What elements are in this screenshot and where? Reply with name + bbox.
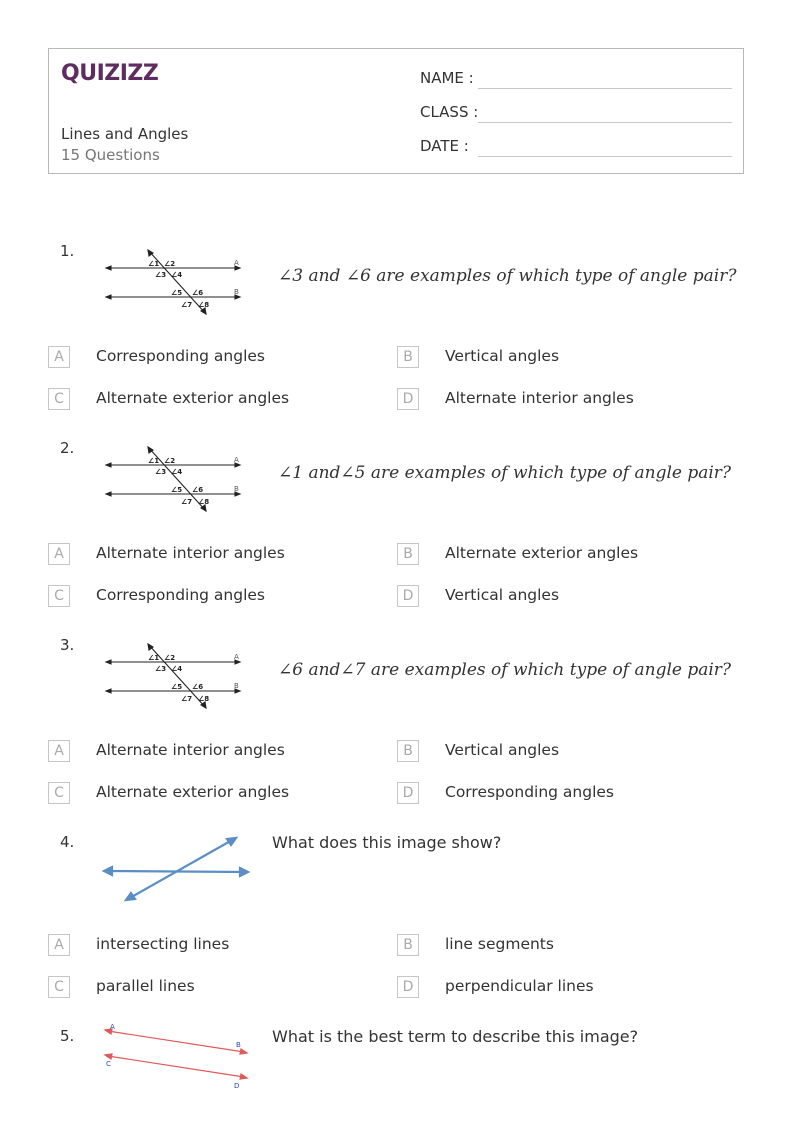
- option-text: Alternate interior angles: [96, 741, 285, 759]
- option-letter-box: B: [397, 934, 419, 956]
- question-count: 15 Questions: [61, 146, 160, 164]
- option-letter-box: D: [397, 976, 419, 998]
- class-field[interactable]: [420, 103, 479, 121]
- option-text: Alternate interior angles: [445, 389, 634, 407]
- class-label: CLASS :: [420, 103, 479, 121]
- angle-label: ∠7: [181, 498, 193, 506]
- transversal-figure: [100, 246, 245, 318]
- name-line[interactable]: [478, 87, 732, 89]
- angle-label: ∠4: [171, 468, 183, 476]
- point-label: D: [234, 1082, 240, 1090]
- question-text: What is the best term to describe this image?: [272, 1027, 639, 1046]
- angle-label: ∠6: [192, 486, 204, 494]
- option-letter-box: A: [48, 934, 70, 956]
- arrowhead: [240, 1074, 247, 1079]
- option-letter-box: B: [397, 740, 419, 762]
- angle-label: ∠5: [171, 289, 183, 297]
- question-number: 3.: [60, 636, 75, 654]
- option-text: Vertical angles: [445, 741, 560, 759]
- worksheet-header: [48, 48, 744, 174]
- arrowhead: [126, 893, 135, 900]
- arrowhead: [106, 266, 111, 270]
- angle-label: ∠5: [171, 486, 183, 494]
- option-letter-box: A: [48, 543, 70, 565]
- option-letter-box: A: [48, 740, 70, 762]
- line-label: B: [234, 485, 239, 493]
- option-letter-box: D: [397, 388, 419, 410]
- option-letter-box: B: [397, 543, 419, 565]
- question-text: ∠1 and∠5 are examples of which type of angle pair?: [278, 463, 732, 483]
- date-label: DATE :: [420, 137, 469, 155]
- question-number: 4.: [60, 833, 75, 851]
- transversal-figure: [100, 443, 245, 515]
- diagonal-line: [128, 839, 234, 899]
- arrowhead: [240, 1049, 247, 1054]
- option-letter-box: D: [397, 782, 419, 804]
- arrowhead: [106, 463, 111, 467]
- question-number: 5.: [60, 1027, 75, 1045]
- line-label: A: [234, 259, 239, 267]
- angle-label: ∠6: [192, 683, 204, 691]
- question-text: ∠3 and ∠6 are examples of which type of angle pair?: [278, 266, 737, 286]
- option-letter-box: C: [48, 388, 70, 410]
- angle-label: ∠4: [171, 271, 183, 279]
- date-field[interactable]: [420, 137, 476, 155]
- angle-label: ∠3: [155, 665, 167, 673]
- question-number: 2.: [60, 439, 75, 457]
- option-text: Alternate interior angles: [96, 544, 285, 562]
- point-label: B: [236, 1041, 241, 1049]
- point-label: A: [110, 1023, 115, 1031]
- question-number: 1.: [60, 242, 75, 260]
- option-letter-box: C: [48, 782, 70, 804]
- arrowhead: [106, 295, 111, 299]
- option-text: parallel lines: [96, 977, 195, 995]
- angle-label: ∠1: [148, 457, 160, 465]
- option-letter-box: A: [48, 346, 70, 368]
- class-line[interactable]: [478, 121, 732, 123]
- arrowhead: [105, 1054, 112, 1059]
- option-text: Alternate exterior angles: [96, 389, 290, 407]
- angle-label: ∠2: [164, 654, 176, 662]
- arrowhead: [106, 492, 111, 496]
- option-text: perpendicular lines: [445, 977, 594, 995]
- option-letter-box: B: [397, 346, 419, 368]
- option-text: intersecting lines: [96, 935, 230, 953]
- angle-label: ∠3: [155, 468, 167, 476]
- angle-label: ∠7: [181, 695, 193, 703]
- line-ab: [108, 1031, 244, 1052]
- option-text: Corresponding angles: [96, 586, 266, 604]
- angle-label: ∠5: [171, 683, 183, 691]
- question-text: What does this image show?: [272, 833, 502, 852]
- angle-label: ∠2: [164, 260, 176, 268]
- option-text: Vertical angles: [445, 586, 560, 604]
- arrowhead: [104, 867, 112, 875]
- parallel-lines-figure: [100, 1019, 255, 1095]
- option-text: Alternate exterior angles: [96, 783, 290, 801]
- option-letter-box: C: [48, 976, 70, 998]
- transversal-figure: [100, 640, 245, 712]
- line-label: A: [234, 653, 239, 661]
- question-text: ∠6 and∠7 are examples of which type of angle pair?: [278, 660, 732, 680]
- option-text: Alternate exterior angles: [445, 544, 639, 562]
- option-text: Corresponding angles: [445, 783, 615, 801]
- option-letter-box: C: [48, 585, 70, 607]
- angle-label: ∠7: [181, 301, 193, 309]
- option-text: Corresponding angles: [96, 347, 266, 365]
- angle-label: ∠4: [171, 665, 183, 673]
- name-field[interactable]: [420, 69, 476, 87]
- angle-label: ∠1: [148, 654, 160, 662]
- arrowhead: [106, 689, 111, 693]
- line-label: B: [234, 288, 239, 296]
- angle-label: ∠6: [192, 289, 204, 297]
- angle-label: ∠1: [148, 260, 160, 268]
- quizizz-logo: QUIZIZZ: [61, 61, 159, 86]
- line-label: A: [234, 456, 239, 464]
- arrowhead: [106, 660, 111, 664]
- angle-label: ∠8: [198, 301, 210, 309]
- angle-label: ∠2: [164, 457, 176, 465]
- date-line[interactable]: [478, 155, 732, 157]
- line-cd: [108, 1056, 244, 1077]
- option-letter-box: D: [397, 585, 419, 607]
- option-text: line segments: [445, 935, 554, 953]
- angle-label: ∠8: [198, 695, 210, 703]
- option-text: Vertical angles: [445, 347, 560, 365]
- name-label: NAME :: [420, 69, 474, 87]
- angle-label: ∠3: [155, 271, 167, 279]
- point-label: C: [106, 1060, 111, 1068]
- angle-label: ∠8: [198, 498, 210, 506]
- arrowhead: [240, 868, 248, 876]
- line-label: B: [234, 682, 239, 690]
- intersecting-lines-figure: [100, 833, 255, 905]
- arrowhead: [227, 838, 236, 845]
- worksheet-title: Lines and Angles: [61, 125, 189, 143]
